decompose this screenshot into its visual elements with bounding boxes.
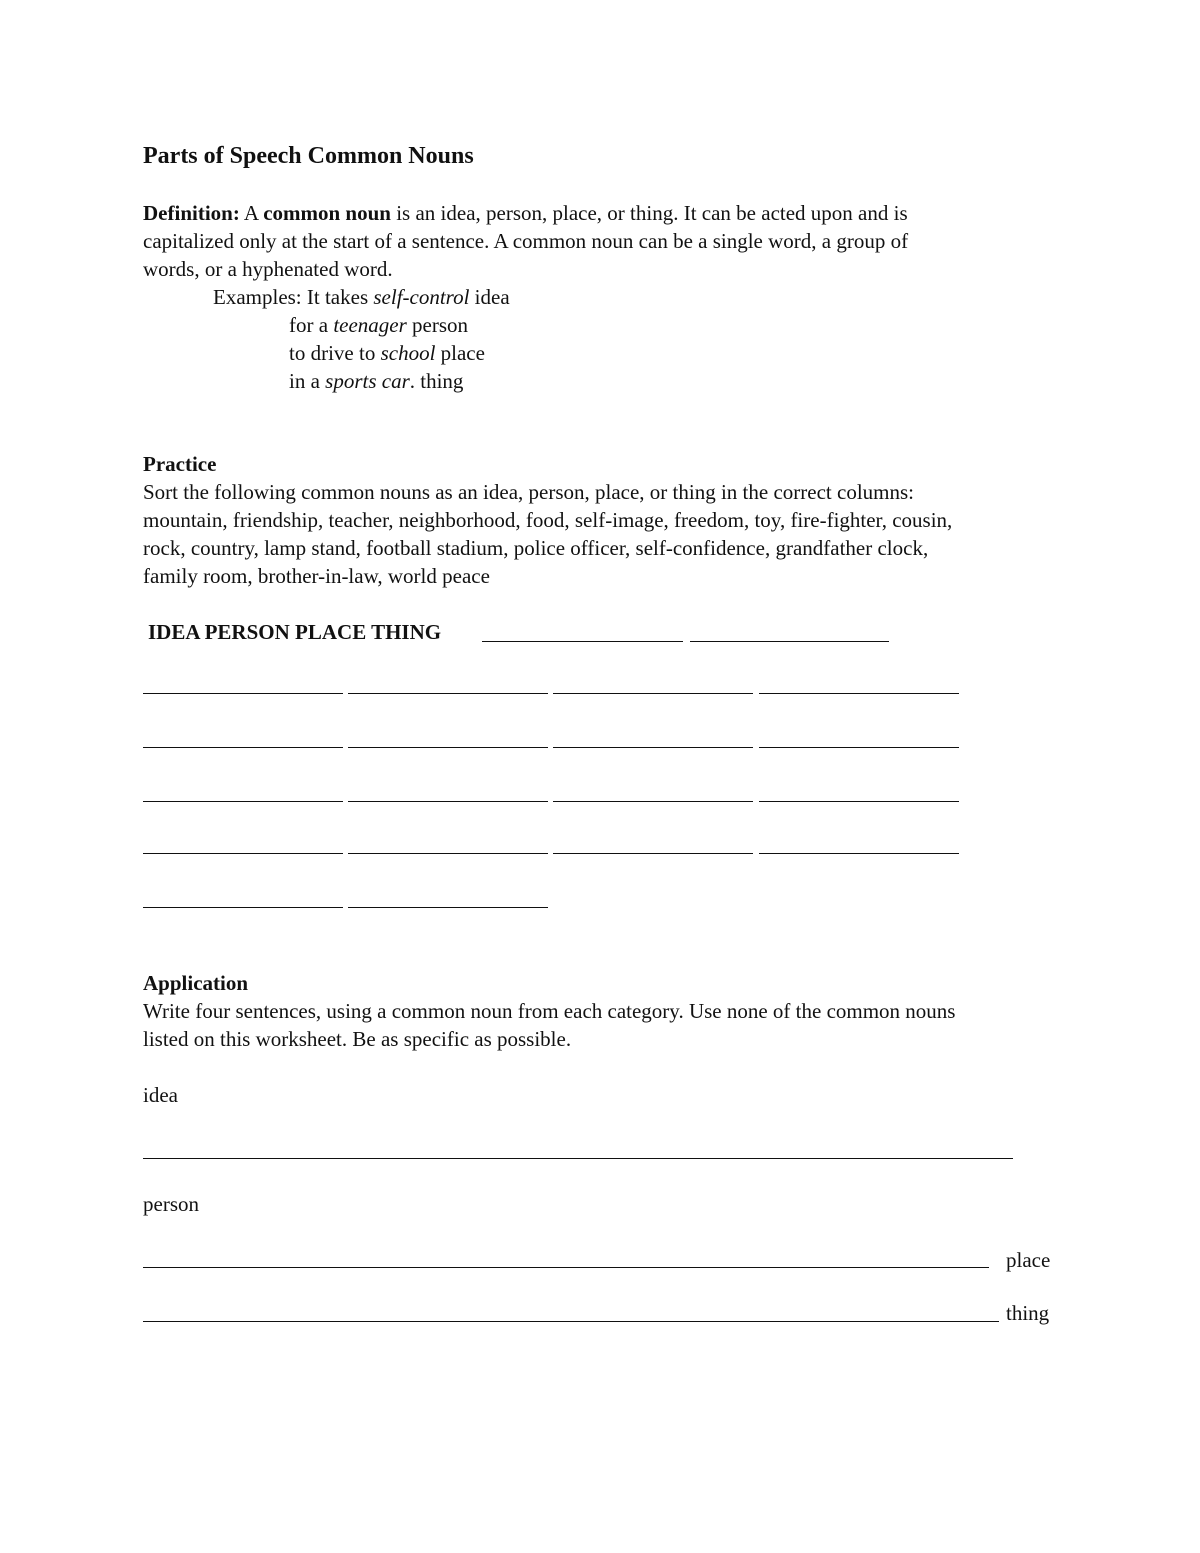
- application-heading: Application: [143, 971, 249, 995]
- example-category: person: [406, 313, 469, 337]
- answer-blank[interactable]: [143, 693, 343, 694]
- sentence-blank[interactable]: [143, 1267, 989, 1268]
- category-label-person: person: [143, 1192, 199, 1216]
- category-label-thing: thing: [1006, 1301, 1050, 1325]
- answer-blank[interactable]: [348, 853, 548, 854]
- sentence-blank[interactable]: [143, 1158, 1013, 1159]
- definition-label: Definition:: [143, 201, 240, 225]
- answer-blank[interactable]: [348, 801, 548, 802]
- example-noun: teenager: [333, 313, 407, 337]
- practice-instructions-line: Sort the following common nouns as an idea, person, place, or thing in the correct columns:: [143, 480, 914, 504]
- example-category: place: [435, 341, 485, 365]
- answer-blank[interactable]: [348, 907, 548, 908]
- definition-line-2: capitalized only at the start of a sentence. A common noun can be a single word, a group of: [143, 229, 909, 253]
- category-label-idea: idea: [143, 1083, 178, 1107]
- answer-blank[interactable]: [143, 853, 343, 854]
- answer-blank[interactable]: [690, 641, 889, 642]
- answer-blank[interactable]: [553, 747, 753, 748]
- answer-blank[interactable]: [143, 747, 343, 748]
- answer-blank[interactable]: [759, 801, 959, 802]
- example-noun: self-control: [373, 285, 470, 309]
- columns-label: IDEA PERSON PLACE THING: [148, 620, 442, 644]
- answer-blank[interactable]: [759, 747, 959, 748]
- answer-blank[interactable]: [759, 853, 959, 854]
- practice-heading: Practice: [143, 452, 217, 476]
- answer-blank[interactable]: [348, 747, 548, 748]
- definition-line-1-rest: is an idea, person, place, or thing. It can be acted upon and is: [396, 201, 908, 225]
- application-instructions-line: listed on this worksheet. Be as specific as possible.: [143, 1027, 572, 1051]
- example-text: for a: [289, 313, 334, 337]
- example-line: [289, 339, 485, 367]
- practice-instructions-line: rock, country, lamp stand, football stadium, police officer, self-confidence, grandfather clock,: [143, 536, 929, 560]
- page-title: Parts of Speech Common Nouns: [143, 143, 474, 169]
- example-text: Examples: It takes: [213, 285, 374, 309]
- practice-instructions-line: family room, brother-in-law, world peace: [143, 564, 490, 588]
- example-line: [213, 283, 510, 311]
- example-line: [289, 311, 468, 339]
- example-noun: school: [380, 341, 436, 365]
- sentence-blank[interactable]: [143, 1321, 999, 1322]
- answer-blank[interactable]: [143, 801, 343, 802]
- definition-term: common noun: [263, 201, 391, 225]
- answer-blank[interactable]: [759, 693, 959, 694]
- practice-instructions-line: mountain, friendship, teacher, neighborhood, food, self-image, freedom, toy, fire-fighter, cousin,: [143, 508, 953, 532]
- answer-blank[interactable]: [553, 801, 753, 802]
- definition-line-1: [143, 199, 908, 227]
- answer-blank[interactable]: [143, 907, 343, 908]
- answer-blank[interactable]: [482, 641, 683, 642]
- application-instructions-line: Write four sentences, using a common noun from each category. Use none of the common nouns: [143, 999, 956, 1023]
- example-text: in a: [289, 369, 326, 393]
- category-label-place: place: [1006, 1248, 1051, 1272]
- answer-blank[interactable]: [553, 853, 753, 854]
- answer-blank[interactable]: [348, 693, 548, 694]
- example-category: . thing: [409, 369, 464, 393]
- example-text: to drive to: [289, 341, 381, 365]
- example-line: [289, 367, 463, 395]
- definition-lead: A: [243, 201, 258, 225]
- answer-blank[interactable]: [553, 693, 753, 694]
- example-noun: sports car: [325, 369, 410, 393]
- example-category: idea: [469, 285, 510, 309]
- definition-line-3: words, or a hyphenated word.: [143, 257, 393, 281]
